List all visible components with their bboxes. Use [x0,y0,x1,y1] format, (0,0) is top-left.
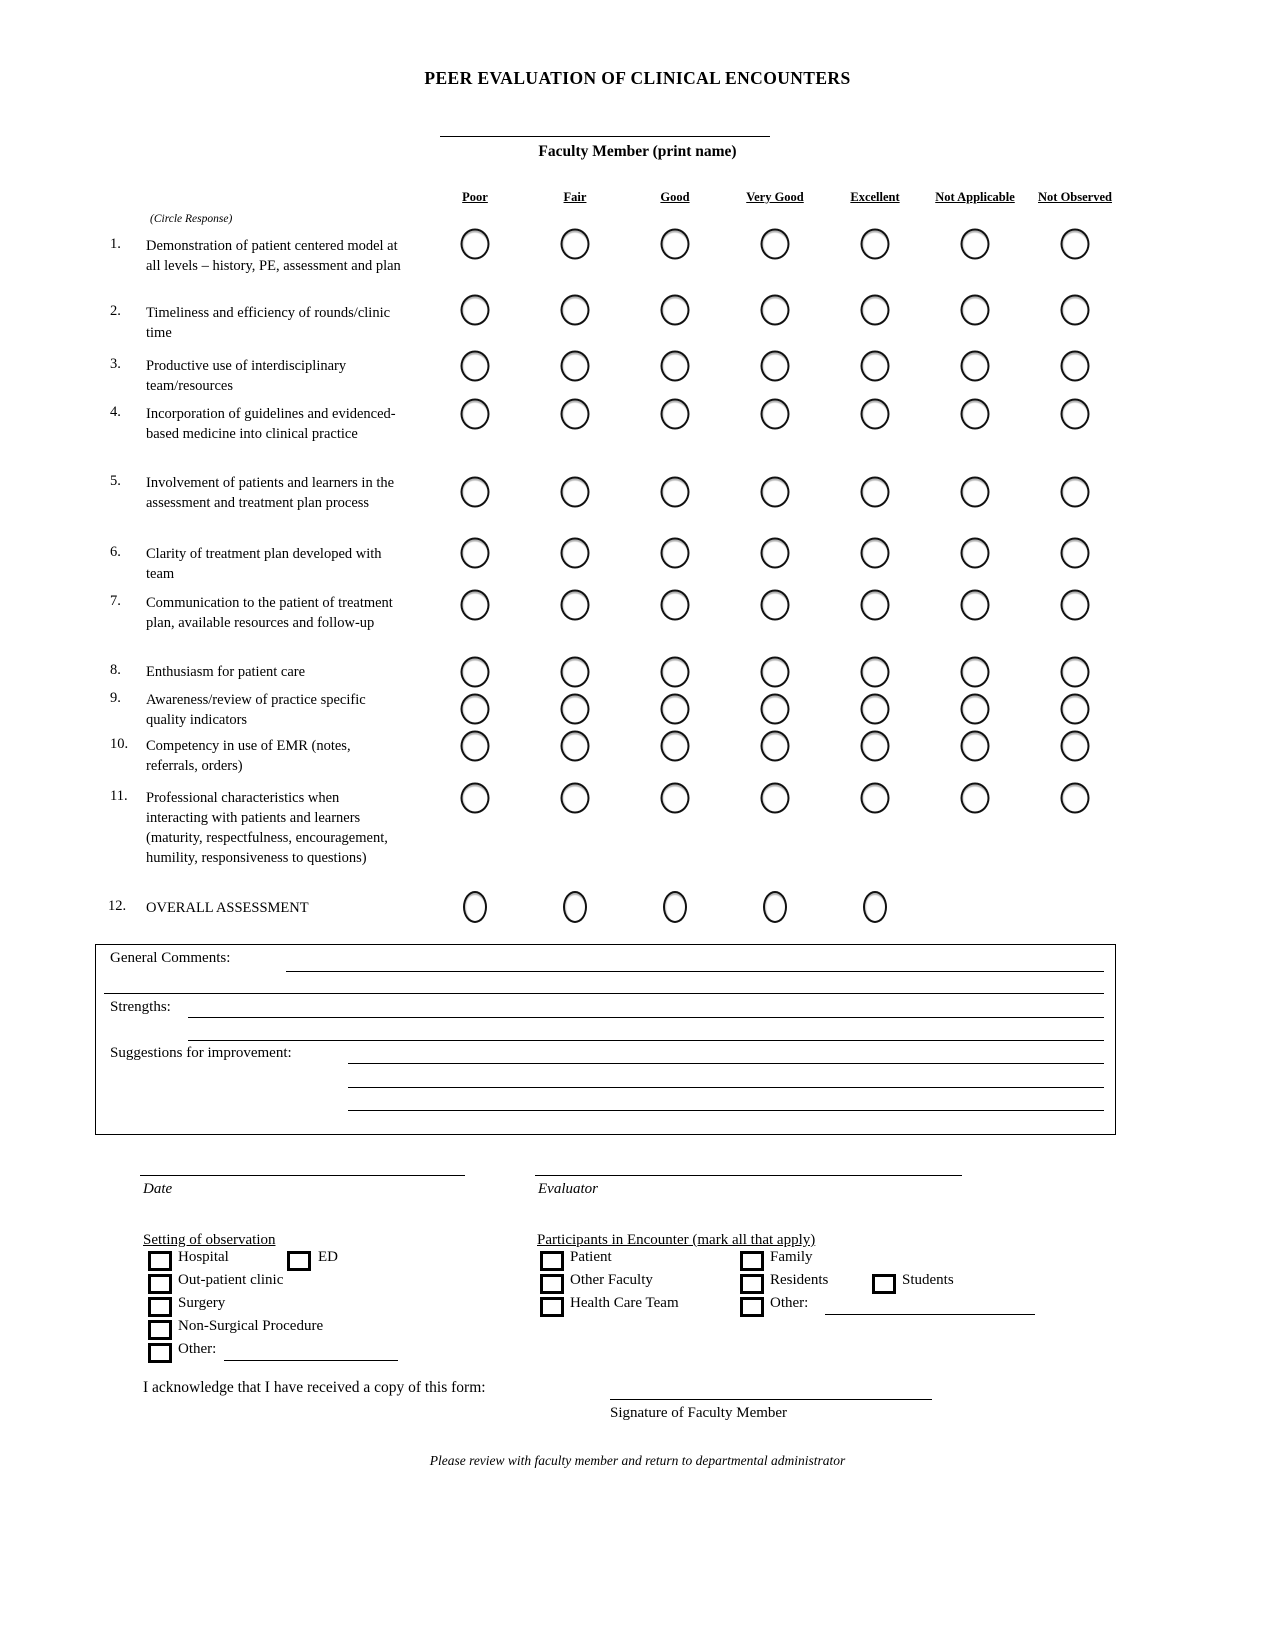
checkbox-hospital-label: Hospital [178,1249,229,1265]
strengths-line-1[interactable] [188,1017,1104,1018]
item-text: Involvement of patients and learners in the assessment and treatment plan process [146,475,395,511]
rating-circle-excellent[interactable] [861,477,890,508]
item-number: 6. [110,544,121,560]
item-text: Competency in use of EMR (notes, referrals, orders) [146,738,351,774]
item-text: OVERALL ASSESSMENT [146,900,309,916]
checkbox-residents[interactable] [740,1274,764,1294]
checkbox-students[interactable] [872,1274,896,1294]
col-head-poor: Poor [462,190,488,204]
item-number: 8. [110,662,121,678]
rating-circle-fair[interactable] [561,295,590,326]
rating-circle-not-observed[interactable] [1061,351,1090,382]
rating-circle-excellent[interactable] [861,783,890,814]
rating-circle-not-observed[interactable] [1061,229,1090,260]
rating-circle-good[interactable] [661,783,690,814]
participants-other-line[interactable] [825,1314,1035,1315]
faculty-signature-label: Signature of Faculty Member [610,1405,788,1421]
rating-circle-very-good[interactable] [761,538,790,569]
rating-circle-not-observed[interactable] [1061,783,1090,814]
rating-circle-not-applicable[interactable] [961,694,990,725]
rating-circle-poor[interactable] [461,694,490,725]
item-text: Incorporation of guidelines and evidenced-based medicine into clinical practice [146,406,396,442]
rating-circle-very-good[interactable] [761,399,790,430]
rating-circle-excellent[interactable] [861,399,890,430]
evaluator-label: Evaluator [538,1181,598,1197]
item-number: 10. [110,736,129,752]
rating-circle-not-applicable[interactable] [961,783,990,814]
rating-circle-good[interactable] [661,399,690,430]
checkbox-setting-other-label: Other: [178,1341,217,1357]
item-number: 2. [110,303,121,319]
rating-circle-poor[interactable] [461,229,490,260]
rating-circle-poor[interactable] [461,783,490,814]
checkbox-surgery-label: Surgery [178,1295,226,1311]
rating-circle-poor[interactable] [461,657,490,688]
rating-circle-not-applicable[interactable] [961,657,990,688]
rating-circle-not-applicable[interactable] [961,477,990,508]
item-number: 5. [110,473,121,489]
rating-circle-poor[interactable] [461,399,490,430]
rating-circle-excellent[interactable] [861,731,890,762]
checkbox-other-faculty-label: Other Faculty [570,1272,653,1288]
faculty-name-label: Faculty Member (print name) [538,143,737,160]
rating-circle-good[interactable] [661,657,690,688]
rating-circle-very-good[interactable] [761,731,790,762]
rating-circle-not-observed[interactable] [1061,694,1090,725]
rating-circle-poor[interactable] [461,590,490,621]
checkbox-health-care-team[interactable] [540,1297,564,1317]
checkbox-ed-label: ED [318,1249,338,1265]
rating-circle-excellent[interactable] [861,694,890,725]
checkbox-hospital[interactable] [148,1251,172,1271]
rating-circle-not-applicable[interactable] [961,590,990,621]
item-text: Awareness/review of practice specific quality indicators [146,692,366,728]
item-text: Enthusiasm for patient care [146,664,306,680]
rating-circle-fair[interactable] [561,783,590,814]
item-number: 3. [110,356,121,372]
checkbox-family[interactable] [740,1251,764,1271]
item-number: 9. [110,690,121,706]
rating-circle-good[interactable] [663,891,687,923]
item-text: Demonstration of patient centered model at all levels – history, PE, assessment and plan [146,238,401,274]
rating-circle-poor[interactable] [461,538,490,569]
col-head-very-good: Very Good [746,190,804,204]
col-head-not-observed: Not Observed [1038,190,1112,204]
setting-header: Setting of observation [143,1232,276,1248]
rating-circle-excellent[interactable] [861,229,890,260]
rating-circle-good[interactable] [661,590,690,621]
rating-circle-not-observed[interactable] [1061,399,1090,430]
suggestions-label: Suggestions for improvement: [110,1045,292,1061]
rating-circle-fair[interactable] [561,731,590,762]
circle-response-note: (Circle Response) [150,213,233,225]
footer-note: Please review with faculty member and return to departmental administrator [429,1453,846,1468]
rating-circle-not-observed[interactable] [1061,538,1090,569]
rating-circle-good[interactable] [661,477,690,508]
item-number: 4. [110,404,121,420]
rating-circle-very-good[interactable] [763,891,787,923]
setting-other-line[interactable] [224,1360,398,1361]
acknowledgment-text: I acknowledge that I have received a copy of this form: [143,1379,486,1396]
suggestions-line-2[interactable] [348,1087,1104,1088]
rating-circle-not-observed[interactable] [1061,657,1090,688]
general-comments-label: General Comments: [110,950,231,966]
item-text: Timeliness and efficiency of rounds/clinic time [146,305,391,341]
rating-circle-poor[interactable] [463,891,487,923]
strengths-label: Strengths: [110,999,171,1015]
checkbox-participants-other-label: Other: [770,1295,809,1311]
rating-circle-poor[interactable] [461,477,490,508]
rating-circle-very-good[interactable] [761,229,790,260]
col-head-good: Good [660,190,690,204]
item-text: Clarity of treatment plan developed with team [146,546,382,582]
rating-circle-fair[interactable] [561,229,590,260]
rating-circle-poor[interactable] [461,731,490,762]
participants-header: Participants in Encounter (mark all that apply) [537,1232,816,1248]
rating-circle-fair[interactable] [561,694,590,725]
strengths-line-2[interactable] [188,1040,1104,1041]
page-title: PEER EVALUATION OF CLINICAL ENCOUNTERS [424,68,851,88]
rating-circle-very-good[interactable] [761,477,790,508]
rating-circle-not-applicable[interactable] [961,229,990,260]
item-text: Professional characteristics when interacting with patients and learners (maturity, respectfulness, encouragement, humility, responsiveness to questions) [146,790,388,866]
rating-circle-good[interactable] [661,295,690,326]
rating-circle-excellent[interactable] [861,295,890,326]
date-line[interactable] [140,1175,465,1176]
rating-circle-excellent[interactable] [861,657,890,688]
rating-circle-fair[interactable] [561,351,590,382]
rating-circle-fair[interactable] [561,399,590,430]
rating-circle-not-observed[interactable] [1061,731,1090,762]
rating-circle-not-observed[interactable] [1061,295,1090,326]
col-head-fair: Fair [563,190,587,204]
checkbox-other-faculty[interactable] [540,1274,564,1294]
general-comments-line-1[interactable] [286,971,1104,972]
rating-circle-fair[interactable] [561,657,590,688]
checkbox-outpatient-clinic-label: Out-patient clinic [178,1272,284,1288]
col-head-excellent: Excellent [850,190,900,204]
rating-circle-excellent[interactable] [861,590,890,621]
checkbox-non-surgical-procedure-label: Non-Surgical Procedure [178,1318,324,1334]
date-label: Date [143,1181,173,1197]
item-number: 12. [108,898,127,914]
suggestions-line-3[interactable] [348,1110,1104,1111]
rating-circle-not-applicable[interactable] [961,351,990,382]
rating-circle-fair[interactable] [561,590,590,621]
item-number: 1. [110,236,121,252]
rating-circle-excellent[interactable] [863,891,887,923]
col-head-not-applicable: Not Applicable [935,190,1015,204]
rating-circle-good[interactable] [661,538,690,569]
item-number: 7. [110,593,121,609]
checkbox-health-care-team-label: Health Care Team [570,1295,679,1311]
rating-circle-good[interactable] [661,229,690,260]
checkbox-ed[interactable] [287,1251,311,1271]
faculty-name-line[interactable] [440,136,770,137]
rating-circle-fair[interactable] [563,891,587,923]
rating-circle-poor[interactable] [461,295,490,326]
checkbox-students-label: Students [902,1272,954,1288]
rating-circle-not-applicable[interactable] [961,399,990,430]
rating-circle-very-good[interactable] [761,590,790,621]
rating-circle-very-good[interactable] [761,351,790,382]
rating-circle-fair[interactable] [561,538,590,569]
checkbox-outpatient-clinic[interactable] [148,1274,172,1294]
checkbox-non-surgical-procedure[interactable] [148,1320,172,1340]
rating-circle-good[interactable] [661,351,690,382]
item-number: 11. [110,788,128,804]
rating-circle-very-good[interactable] [761,295,790,326]
checkbox-setting-other[interactable] [148,1343,172,1363]
checkbox-residents-label: Residents [770,1272,829,1288]
rating-circle-good[interactable] [661,731,690,762]
evaluator-line[interactable] [535,1175,962,1176]
checkbox-surgery[interactable] [148,1297,172,1317]
item-text: Productive use of interdisciplinary team/resources [146,358,347,394]
checkbox-patient[interactable] [540,1251,564,1271]
item-text: Communication to the patient of treatment plan, available resources and follow-up [146,595,393,631]
rating-circle-not-observed[interactable] [1061,590,1090,621]
rating-circle-good[interactable] [661,694,690,725]
rating-circle-very-good[interactable] [761,657,790,688]
general-comments-line-2[interactable] [104,993,1104,994]
rating-circle-not-applicable[interactable] [961,538,990,569]
faculty-signature-line[interactable] [610,1399,932,1400]
rating-circle-fair[interactable] [561,477,590,508]
checkbox-family-label: Family [770,1249,813,1265]
rating-circle-excellent[interactable] [861,538,890,569]
checkbox-participants-other[interactable] [740,1297,764,1317]
rating-circle-not-applicable[interactable] [961,295,990,326]
rating-circle-very-good[interactable] [761,783,790,814]
rating-circle-not-applicable[interactable] [961,731,990,762]
rating-circle-excellent[interactable] [861,351,890,382]
rating-circle-poor[interactable] [461,351,490,382]
suggestions-line-1[interactable] [348,1063,1104,1064]
checkbox-patient-label: Patient [570,1249,612,1265]
rating-circle-not-observed[interactable] [1061,477,1090,508]
rating-circle-very-good[interactable] [761,694,790,725]
